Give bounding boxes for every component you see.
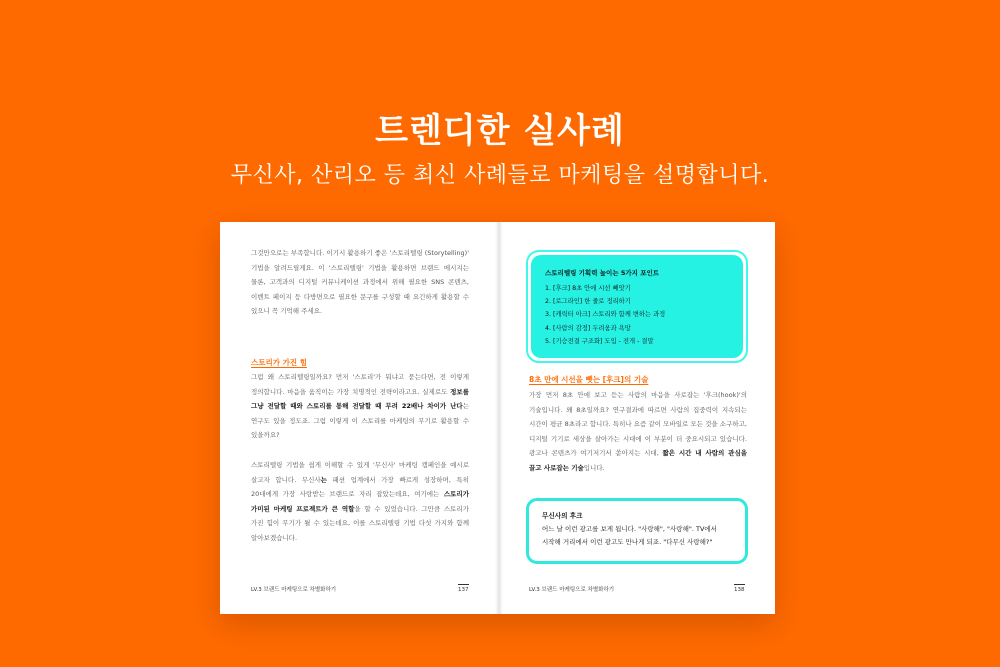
section-title-story-power: 스토리가 가진 힘: [251, 358, 307, 367]
intro-paragraph: 그것만으로는 부족합니다. 이기시 활용하기 좋은 '스토리텔링 (Storytelling)' 기법을 알려드릴게요. 이 '스토리텔링' 기법을 활용하면 브랜드 메시지는 물론, 고객과의 디지털 커뮤니케이션 과정에서 위해 필요한 SNS 콘텐츠, 이벤트 페이지 등 다방면으로 필요한 문구를 구성할 때 요긴하게 활용할 수 있으니 꼭 기억해 주세요.: [251, 249, 469, 316]
story-paragraph-text-1: 그럼 왜 스토리텔링일까요? 먼저 '스토리'가 뭐냐고 묻는다면, 전 이렇게 정의합니다. 마음을 움직이는 가장 치명적인 전략이라고요. 실제로도: [251, 373, 469, 396]
musinsa-paragraph-bold-1: 는: [320, 475, 327, 484]
left-footer-title: LV.3 브랜드 마케팅으로 차별화하기: [251, 587, 337, 593]
example-box: [526, 498, 748, 564]
open-book: [220, 222, 775, 614]
left-page: [220, 222, 498, 614]
right-footer-title: LV.3 브랜드 마케팅으로 차별화하기: [529, 587, 615, 593]
musinsa-paragraph-text-1: 스토리텔링 기법을 쉽게 이해할 수 있게 '무신사' 마케팅 캠페인을 예시로 살고자 합니다. 무신사: [251, 461, 469, 484]
musinsa-paragraph-text-2: 패션 업계에서 가장 빠르게 성장하며, 특히 20대에게 가장 사랑받는 브랜드로 자리 잡았는데요, 여기에는: [251, 475, 469, 499]
hook-paragraph-bold: 짧은 시간 내 사람의 관심을 끌고 사로잡는 기술: [529, 449, 747, 472]
tips-item-2: 2. [로그라인] 한 줄로 정리하기: [545, 298, 631, 306]
tips-item-4: 4. [사람의 감정] 두려움과 욕망: [545, 324, 631, 332]
tips-title: 스토리텔링 기획력 높이는 5가지 포인트: [545, 269, 660, 277]
right-page-number: 138: [734, 584, 745, 593]
example-line-2: 시작해 거리에서 이런 광고도 만나게 되죠. "다무신 사랑해?": [542, 537, 713, 546]
tips-item-5: 5. [기승전결 구조화] 도입 - 전개 - 결말: [545, 337, 654, 345]
right-page: [498, 222, 775, 614]
hero-subtitle: 무신사, 산리오 등 최신 사례들로 마케팅을 설명합니다.: [230, 163, 770, 188]
left-page-number: 137: [458, 584, 469, 593]
hook-paragraph: [529, 388, 747, 476]
hook-paragraph-text-2: 입니다.: [583, 463, 605, 472]
hero-title: 트렌디한 실사례: [375, 111, 625, 151]
tips-item-3: 3. [캐릭터 아크] 스토리와 함께 변하는 과정: [545, 311, 666, 319]
musinsa-paragraph-bold-2: 스토리가 가미된 마케팅 프로젝트가 큰 역할: [251, 490, 469, 513]
story-paragraph: [251, 370, 469, 443]
tips-box: [526, 250, 748, 363]
example-line-1: 어느 날 이런 광고를 보게 됩니다. "사랑해", "사랑해". TV에서: [542, 525, 717, 533]
tips-item-1: 1. [후크] 8초 안에 시선 빼앗기: [545, 285, 631, 292]
musinsa-paragraph-text-3: 을 할 수 있었습니다. 그만큼 스토리가 가진 힘이 무기가 될 수 있는데요, 이를 스토리텔링 기법 다섯 가지와 함께 알아보겠습니다.: [251, 504, 469, 542]
story-paragraph-bold: 정보를 그냥 전달할 때와 스토리를 통해 전달할 때 무려 22배나 차이가 난다: [251, 387, 469, 411]
story-paragraph-text-2: 는 연구도 있을 정도죠. 그럼 이렇게 이 스토리를 마케팅의 무기로 활용할 수 있을까요?: [251, 402, 469, 440]
hook-paragraph-text-1: 가장 먼저 8초 안에 보고 듣는 사람의 마음을 사로잡는 '후크(hook)'의 기술입니다. 왜 8초일까요? 연구결과에 따르면 사람의 집중력이 지속되는 시간이 평균 8초라고 합니다. 특히나 요즘 같이 모바일로 모든 것을 소구하고, 디지털 기기로 세상을 살아가는 시대에 이 부분이 더 중요시되고 있습니다. 광고나 콘텐츠가 여기저기서 쏟아지는 시대,: [529, 391, 747, 458]
example-title: 무신사의 후크: [542, 512, 583, 520]
section-title-hook: 8초 만에 시선을 뺏는 [후크]의 기술: [529, 375, 649, 384]
musinsa-paragraph: [251, 458, 469, 546]
tips-box-inner: [531, 255, 743, 358]
